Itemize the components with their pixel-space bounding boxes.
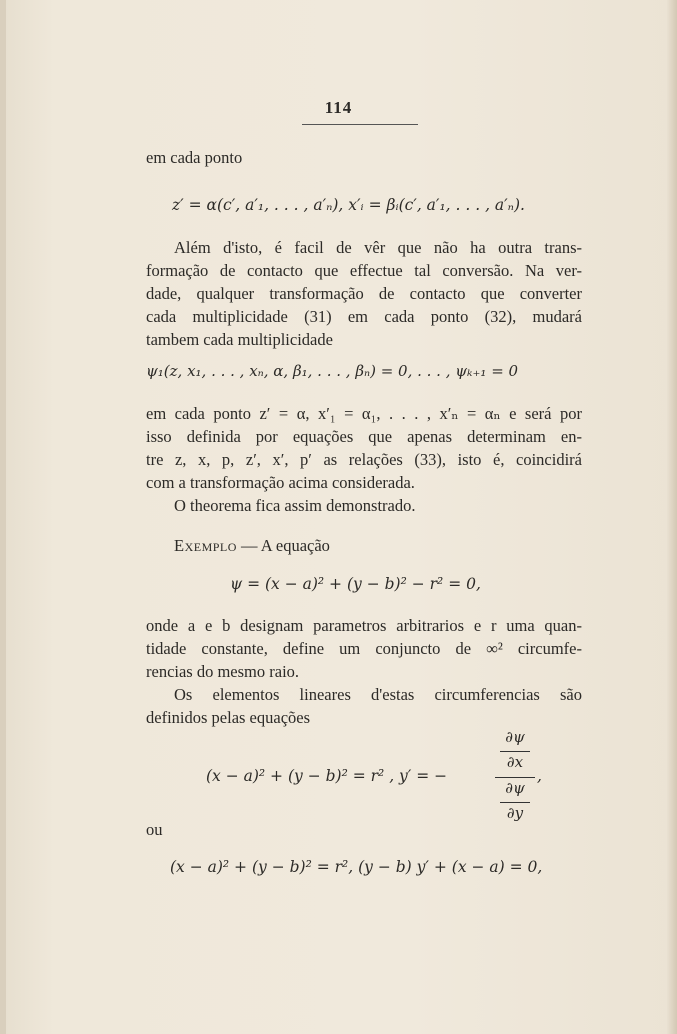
equation-4-den-den: ∂y — [506, 804, 524, 822]
text-line: tre z, x, p, z′, x′, p′ as relações (33), isto é, coincidirá — [146, 450, 582, 469]
paragraph-2 — [146, 236, 582, 351]
paragraph-4 — [146, 494, 582, 517]
equation-4-comma: , — [537, 767, 542, 785]
page-right-edge — [667, 0, 677, 1034]
text-line: O theorema fica assim demonstrado. — [174, 496, 416, 515]
paragraph-intro — [146, 146, 582, 169]
text-line: Os elementos lineares d'estas circumferencias são — [174, 685, 582, 704]
example-title: Exemplo — [174, 536, 237, 555]
text-line: em cada ponto z′ = α, x′₁ = α₁, . . . , x′ₙ = αₙ e será por — [146, 404, 582, 423]
example-title-rest: — A equação — [236, 536, 330, 555]
equation-2: ψ₁(z, x₁, . . . , xₙ, α, β₁, . . . , βₙ) = 0, . . . , ψₖ₊₁ = 0 — [146, 362, 519, 380]
main-fraction-bar — [495, 777, 535, 778]
equation-5: (x − a)² + (y − b)² = r², (y − b) y′ + (x − a) = 0, — [170, 858, 543, 876]
example-heading — [146, 534, 582, 557]
text-line: isso definida por equações que apenas determinam en- — [146, 427, 582, 446]
text-line: tidade constante, define um conjuncto de ∞² circumfe- — [146, 639, 582, 658]
fraction-bar — [500, 751, 530, 752]
paragraph-6 — [146, 683, 582, 729]
equation-1: z′ = α(c′, a′₁, . . . , a′ₙ), x′ᵢ = βᵢ(c′, a′₁, . . . , a′ₙ). — [172, 196, 525, 214]
text-line: em cada ponto — [146, 148, 243, 167]
header-rule — [302, 124, 418, 125]
text-line: ou — [146, 820, 163, 839]
text-line: cada multiplicidade (31) em cada ponto (32), mudará — [146, 307, 582, 326]
equation-4-num-num: ∂ψ — [505, 728, 525, 746]
text-line — [146, 534, 582, 557]
text-line: definidos pelas equações — [146, 708, 311, 727]
text-line: dade, qualquer transformação de contacto que converter — [146, 284, 582, 303]
text-line: com a transformação acima considerada. — [146, 473, 415, 492]
page-number: 114 — [324, 98, 353, 117]
text-line: formação de contacto que effectue tal conversão. Na ver- — [146, 261, 582, 280]
paragraph-5 — [146, 614, 582, 683]
page-left-edge — [0, 0, 6, 1034]
paragraph-3 — [146, 402, 582, 494]
equation-4-left: (x − a)² + (y − b)² = r² , y′ = − — [206, 767, 448, 785]
paragraph-ou — [146, 818, 582, 841]
equation-3: ψ = (x − a)² + (y − b)² − r² = 0, — [230, 575, 481, 593]
text-line: tambem cada multiplicidade — [146, 330, 333, 349]
text-line: rencias do mesmo raio. — [146, 662, 300, 681]
text-line: onde a e b designam parametros arbitrarios e r uma quan- — [146, 616, 582, 635]
equation-4-num-den: ∂x — [506, 753, 524, 771]
fraction-bar — [500, 802, 530, 803]
text-line: Além d'isto, é facil de vêr que não ha outra trans- — [174, 238, 582, 257]
equation-4-den-num: ∂ψ — [505, 779, 525, 797]
